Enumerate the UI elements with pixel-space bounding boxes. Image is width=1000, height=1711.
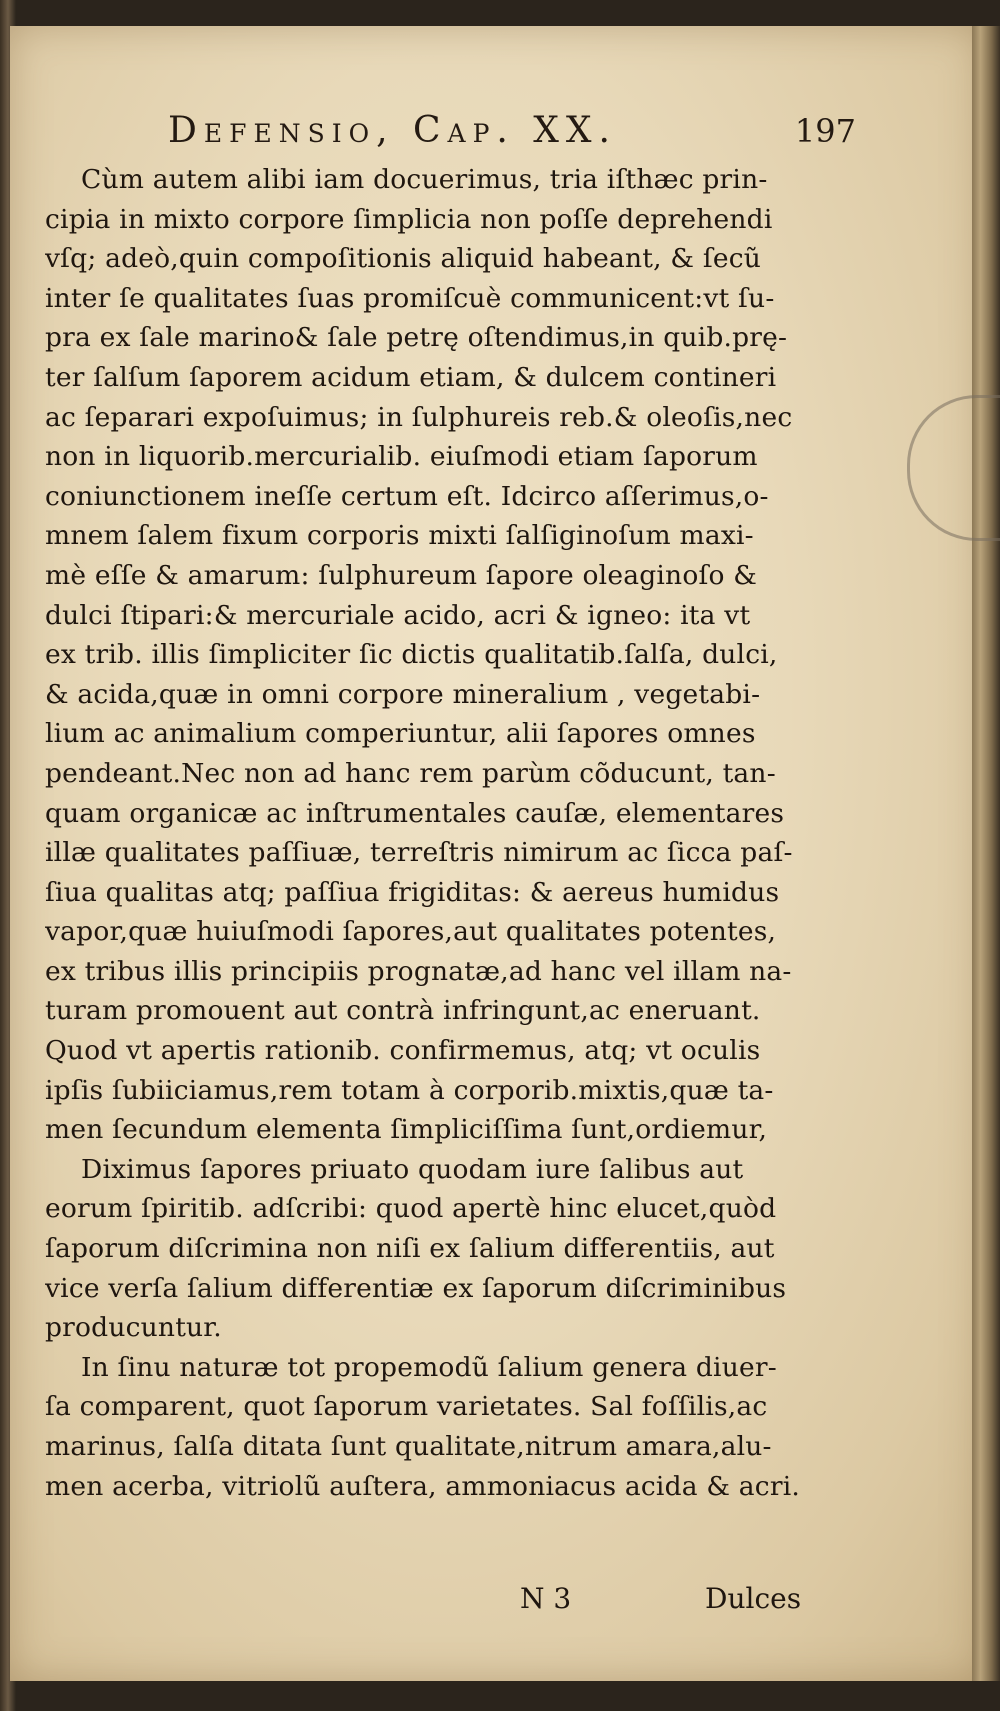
text-line: mnem ſalem fixum corporis mixti ſalſiginoſum maxi- (45, 520, 754, 552)
text-line: ac ſeparari expoſuimus; in ſulphureis reb.& oleoſis,nec (45, 401, 793, 433)
text-line: ex trib. illis ſimpliciter ſic dictis qualitatib.ſalſa, dulci, (45, 639, 778, 671)
text-line: men acerba, vitriolũ auſtera, ammoniacus acida & acri. (45, 1470, 800, 1502)
text-line: pendeant.Nec non ad hanc rem parùm cõducunt, tan- (45, 757, 776, 789)
text-line: Diximus ſapores priuato quodam iure ſalibus aut (81, 1153, 744, 1185)
text-line: cipia in mixto corpore ſimplicia non poſſe deprehendi (45, 203, 773, 235)
text-line: inter ſe qualitates ſuas promiſcuè communicent:vt ſu- (45, 282, 775, 314)
text-line: pra ex ſale marino& ſale petrę oſtendimus,in quib.prę- (45, 322, 788, 354)
text-line: mè eſſe & amarum: ſulphureum ſapore oleaginoſo & (45, 559, 758, 591)
text-line: illæ qualitates paſſiuæ, terreſtris nimirum ac ſicca paſ- (45, 837, 793, 869)
text-line: ex tribus illis principiis prognatæ,ad hanc vel illam na- (45, 955, 792, 987)
text-line: Cùm autem alibi iam docuerimus, tria iſthæc prin- (81, 164, 768, 195)
page-footer (10, 1582, 982, 1622)
text-line: vapor,quæ huiuſmodi ſapores,aut qualitates potentes, (45, 916, 777, 948)
signature-mark: N 3 (520, 1582, 572, 1615)
text-line: In ſinu naturæ tot propemodũ ſalium genera diuer- (81, 1351, 777, 1383)
text-line: non in liquorib.mercurialib. eiuſmodi etiam ſaporum (45, 441, 758, 473)
text-line: Quod vt apertis rationib. confirmemus, atq; vt oculis (45, 1035, 761, 1067)
body-text (45, 160, 815, 1506)
text-line: vice verſa ſalium differentiæ ex ſaporum diſcriminibus (45, 1272, 787, 1304)
text-line: producuntur. (45, 1312, 222, 1344)
text-line: dulci ſtipari:& mercuriale acido, acri & igneo: ita vt (45, 599, 751, 631)
text-line: ter ſalſum ſaporem acidum etiam, & dulcem contineri (45, 361, 777, 393)
fore-edge (972, 26, 1000, 1681)
text-line: lium ac animalium comperiuntur, alii ſapores omnes (45, 718, 756, 750)
page-number: 197 (794, 112, 856, 150)
text-line: turam promouent aut contrà infringunt,ac eneruant. (45, 995, 761, 1027)
text-line: eorum ſpiritib. adſcribi: quod apertè hinc elucet,quòd (45, 1193, 777, 1225)
running-head (168, 110, 856, 156)
catchword: Dulces (705, 1582, 802, 1615)
text-line: men ſecundum elementa ſimpliciſſima ſunt,ordiemur, (45, 1114, 768, 1146)
text-line: coniunctionem ineſſe certum eſt. Idcirco aſſerimus,o- (45, 480, 769, 512)
text-line: marinus, ſalſa ditata ſunt qualitate,nitrum amara,alu- (45, 1431, 772, 1462)
text-line: ſiua qualitas atq; paſſiua frigiditas: & aereus humidus (45, 876, 780, 908)
text-line: vſq; adeò,quin compoſitionis aliquid habeant, & ſecũ (45, 243, 762, 275)
running-head-title: Defensio, Cap. XX. (168, 110, 617, 151)
text-line: ſaporum diſcrimina non niſi ex ſalium differentiis, aut (45, 1233, 775, 1265)
text-line: ipſis ſubiiciamus,rem totam à corporib.mixtis,quæ ta- (45, 1074, 774, 1106)
text-line: quam organicæ ac inſtrumentales cauſæ, elementares (45, 797, 785, 829)
text-line: & acida,quæ in omni corpore mineralium , vegetabi- (45, 678, 761, 710)
book-page (10, 26, 982, 1681)
text-line: ſa comparent, quot ſaporum varietates. Sal foſſilis,ac (45, 1391, 768, 1423)
